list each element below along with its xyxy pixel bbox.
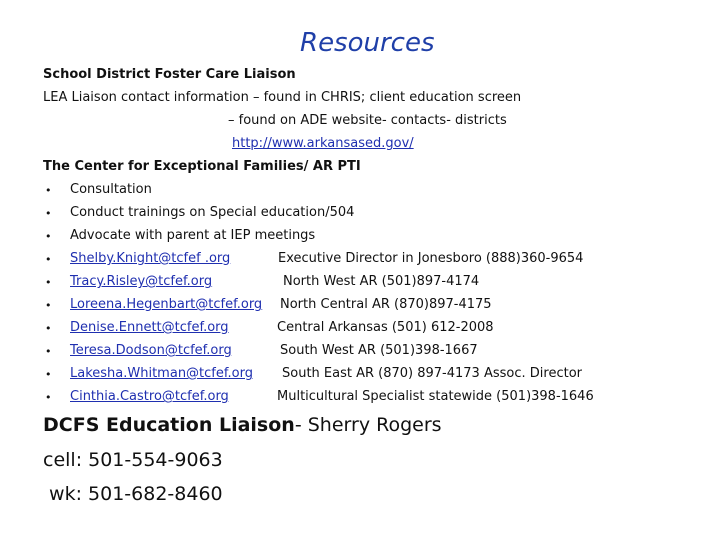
service-item: Conduct trainings on Special education/504 <box>70 205 355 220</box>
contact-email-link[interactable]: Loreena.Hegenbart@tcfef.org <box>70 297 263 312</box>
bullet-icon: • <box>45 207 52 220</box>
contact-info: South West AR (501)398-1667 <box>280 343 478 358</box>
service-item: Consultation <box>70 182 152 197</box>
bullet-icon: • <box>45 230 52 243</box>
contact-info: North Central AR (870)897-4175 <box>280 297 492 312</box>
contact-info: Central Arkansas (501) 612-2008 <box>277 320 494 335</box>
bullet-icon: • <box>45 345 52 358</box>
cef-heading: The Center for Exceptional Families/ AR PTI <box>43 159 361 174</box>
ade-website-link[interactable]: http://www.arkansased.gov/ <box>232 136 414 151</box>
ade-website-line: – found on ADE website- contacts- districts <box>228 113 507 128</box>
bullet-icon: • <box>45 276 52 289</box>
bullet-icon: • <box>45 299 52 312</box>
dcfs-cell-phone: cell: 501-554-9063 <box>43 449 223 471</box>
bullet-icon: • <box>45 184 52 197</box>
bullet-icon: • <box>45 391 52 404</box>
contact-info: Multicultural Specialist statewide (501)398-1646 <box>277 389 594 404</box>
contact-info: North West AR (501)897-4174 <box>283 274 480 289</box>
dcfs-liaison <box>43 413 442 437</box>
bullet-icon: • <box>45 253 52 266</box>
foster-care-liaison-heading: School District Foster Care Liaison <box>43 67 296 82</box>
dcfs-label: DCFS Education Liaison <box>43 414 295 436</box>
dcfs-separator: - <box>294 414 308 436</box>
page-title: Resources <box>300 28 435 58</box>
contact-email-link[interactable]: Teresa.Dodson@tcfef.org <box>70 343 232 358</box>
dcfs-name: Sherry Rogers <box>307 414 442 436</box>
contact-email-link[interactable]: Denise.Ennett@tcfef.org <box>70 320 229 335</box>
service-item: Advocate with parent at IEP meetings <box>70 228 316 243</box>
contact-info: South East AR (870) 897-4173 Assoc. Director <box>282 366 582 381</box>
lea-liaison-line: LEA Liaison contact information – found in CHRIS; client education screen <box>43 90 522 105</box>
contact-email-link[interactable]: Cinthia.Castro@tcfef.org <box>70 389 229 404</box>
bullet-icon: • <box>45 368 52 381</box>
contact-email-link[interactable]: Lakesha.Whitman@tcfef.org <box>70 366 253 381</box>
contact-email-link[interactable]: Shelby.Knight@tcfef .org <box>70 251 231 266</box>
contact-email-link[interactable]: Tracy.Risley@tcfef.org <box>70 274 213 289</box>
dcfs-work-phone: wk: 501-682-8460 <box>43 483 223 505</box>
bullet-icon: • <box>45 322 52 335</box>
contact-info: Executive Director in Jonesboro (888)360-9654 <box>278 251 584 266</box>
